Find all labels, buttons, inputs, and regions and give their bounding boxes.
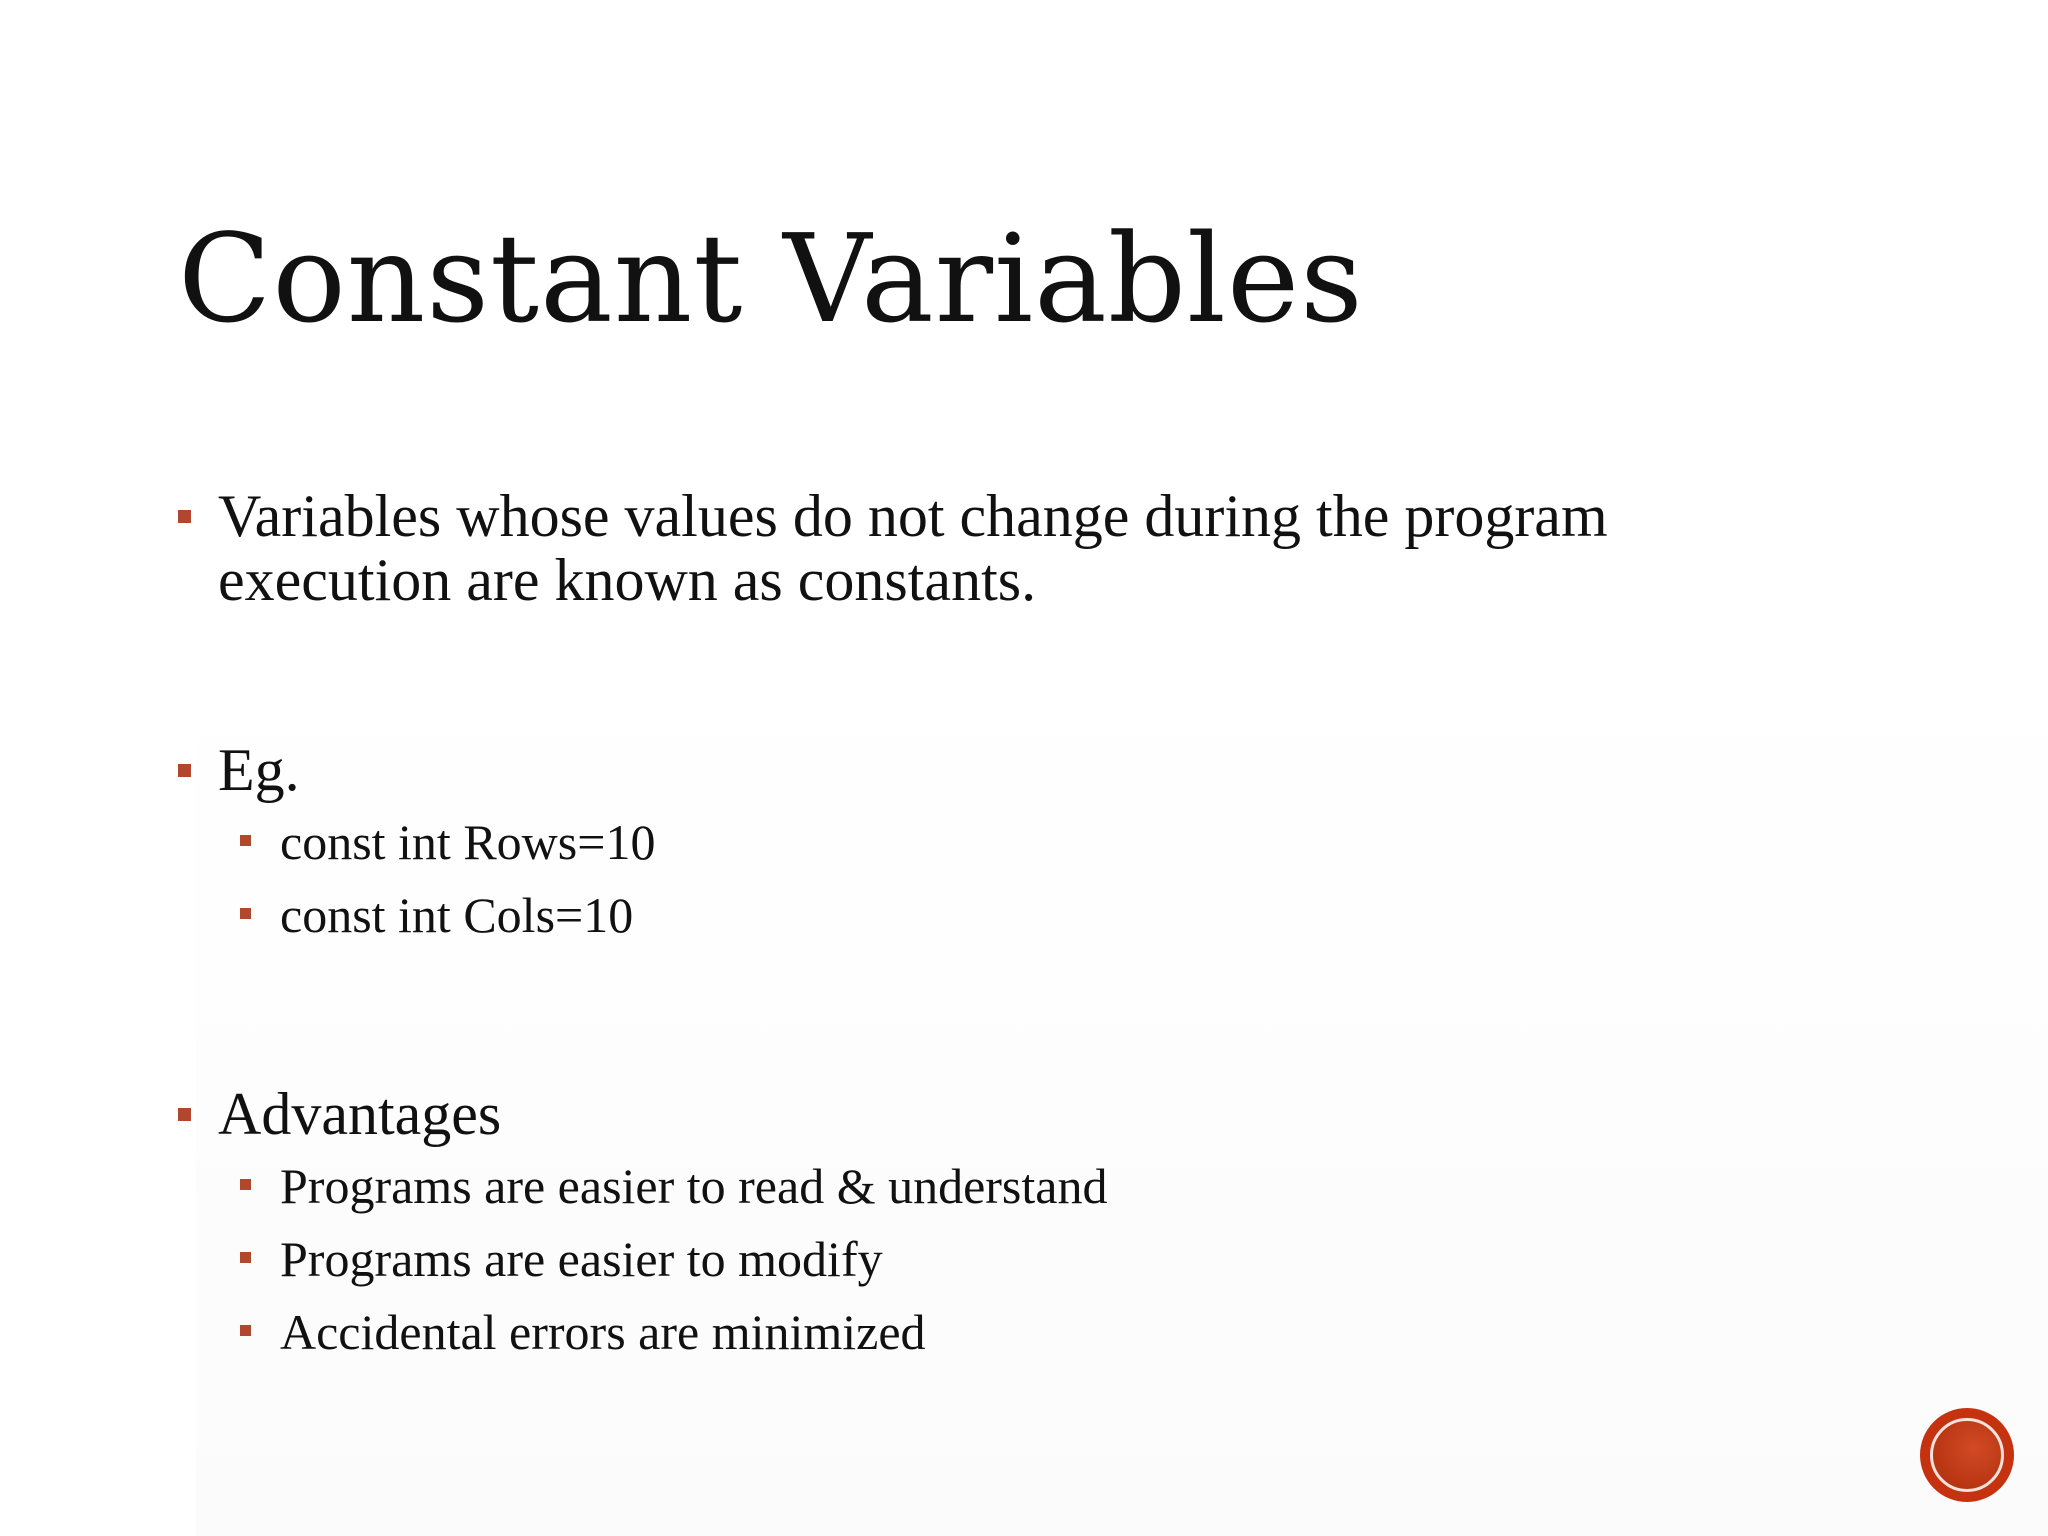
bullet-definition: [178, 484, 1878, 612]
sub-bullet: [240, 1302, 1878, 1362]
slide-navigation-button[interactable]: [1924, 1412, 2010, 1498]
circle-icon: [1930, 1418, 2004, 1492]
bullet-advantages: [178, 1082, 1878, 1146]
sub-bullet: [240, 885, 1878, 945]
bullet-text-line-2: execution are known as constants.: [218, 547, 1037, 613]
bullet-text: Eg.: [218, 737, 300, 803]
square-bullet-icon: [178, 1108, 191, 1121]
sub-bullet-text: Programs are easier to modify: [280, 1231, 883, 1287]
square-bullet-icon: [240, 1179, 251, 1190]
slide-title: Constant Variables: [178, 208, 1364, 350]
sub-bullet-text: const int Rows=10: [280, 814, 656, 870]
square-bullet-icon: [178, 764, 191, 777]
square-bullet-icon: [178, 510, 191, 523]
example-sublist: [178, 812, 1878, 945]
bullet-example: [178, 738, 1878, 802]
square-bullet-icon: [240, 1325, 251, 1336]
square-bullet-icon: [240, 835, 251, 846]
bullet-text-line-1: Variables whose values do not change during the program: [218, 483, 1608, 549]
sub-bullet: [240, 1156, 1878, 1216]
sub-bullet-text: Programs are easier to read & understand: [280, 1158, 1108, 1214]
sub-bullet-text: Accidental errors are minimized: [280, 1304, 926, 1360]
slide-body: [178, 484, 1878, 1375]
sub-bullet: [240, 812, 1878, 872]
advantages-sublist: [178, 1156, 1878, 1362]
bullet-text: Advantages: [218, 1081, 502, 1147]
sub-bullet-text: const int Cols=10: [280, 887, 634, 943]
square-bullet-icon: [240, 908, 251, 919]
sub-bullet: [240, 1229, 1878, 1289]
square-bullet-icon: [240, 1252, 251, 1263]
